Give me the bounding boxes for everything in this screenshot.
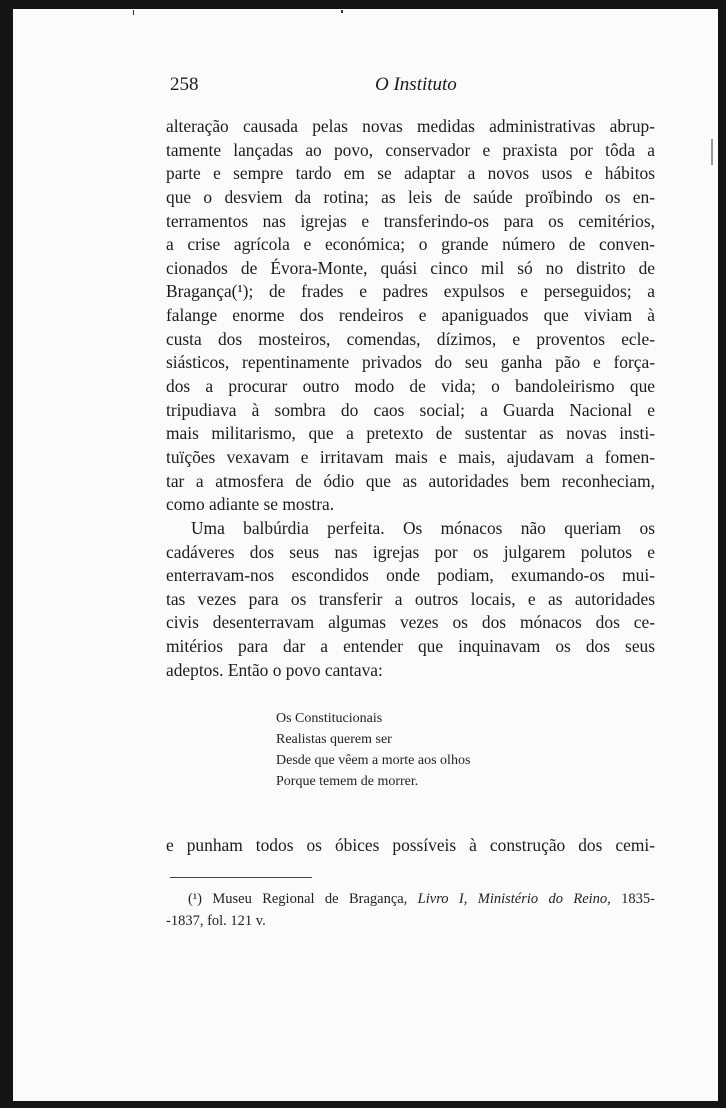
verse-line: Realistas querem ser bbox=[276, 732, 392, 747]
footnote-italic: Ministério do Reino, bbox=[477, 891, 611, 907]
page-number: 258 bbox=[170, 74, 199, 95]
scan-speck bbox=[341, 10, 343, 13]
book-page bbox=[13, 9, 718, 1101]
running-title: O Instituto bbox=[375, 74, 457, 95]
continuation-text bbox=[166, 834, 655, 858]
text-line: tripudiava à sombra do caos social; a Guarda Nacional e bbox=[166, 399, 655, 420]
text-segment: Bragança bbox=[166, 281, 232, 302]
text-segment: ; de frades e padres expulsos e perseguidos; a bbox=[248, 281, 655, 302]
scan-speck bbox=[133, 10, 134, 15]
footnote-text: Museu Regional de Bragança, bbox=[212, 891, 408, 907]
text-line: adeptos. Então o povo cantava: bbox=[166, 659, 383, 680]
verse-line: Os Constitucionais bbox=[276, 711, 383, 726]
text-line: falange enorme dos rendeiros e apaniguados que viviam à bbox=[166, 305, 655, 326]
text-line: parte e sempre tardo em se adaptar a novos usos e hábitos bbox=[166, 163, 655, 184]
footnote-marker: (¹) bbox=[188, 891, 203, 907]
text-line: cionados de Évora-Monte, quási cinco mil só no distrito de bbox=[166, 257, 655, 278]
text-line: civis desenterravam algumas vezes os dos mónacos dos ce- bbox=[166, 612, 655, 633]
footnote-line bbox=[166, 888, 655, 910]
text-line: siásticos, repentinamente privados do seu ganha pão e força- bbox=[166, 352, 655, 373]
text-line: enterravam-nos escondidos onde podiam, exumando-os mui- bbox=[166, 565, 655, 586]
footnote-ref: (¹) bbox=[231, 281, 249, 302]
footnote-divider bbox=[170, 877, 312, 878]
verse-line: Porque temem de morrer. bbox=[276, 774, 419, 789]
footnote-line: -1837, fol. 121 v. bbox=[166, 913, 266, 929]
text-line: que o desviem da rotina; as leis de saúde proïbindo os en- bbox=[166, 186, 655, 207]
text-line: alteração causada pelas novas medidas administrativas abrup- bbox=[166, 116, 655, 136]
verse-line: Desde que vêem a morte aos olhos bbox=[276, 753, 471, 768]
text-line: tas vezes para os transferir a outros locais, e as autoridades bbox=[166, 588, 655, 609]
body-text bbox=[166, 115, 655, 682]
text-line: como adiante se mostra. bbox=[166, 494, 335, 515]
running-head bbox=[170, 74, 663, 104]
text-line: e punham todos os óbices possíveis à construção dos cemi- bbox=[166, 835, 655, 855]
text-line-with-footnote-ref bbox=[166, 280, 655, 304]
footnote-text: 1835- bbox=[621, 891, 655, 907]
scan-edge-mark bbox=[711, 139, 713, 165]
footnote bbox=[166, 888, 655, 932]
text-line: mitérios para dar a entender que inquinavam os dos seus bbox=[166, 636, 655, 657]
verse-quote bbox=[276, 708, 470, 792]
text-line: Uma balbúrdia perfeita. Os mónacos não queriam os bbox=[191, 517, 655, 538]
text-line: cadáveres dos seus nas igrejas por os julgarem polutos e bbox=[166, 541, 655, 562]
text-line: dos a procurar outro modo de vida; o bandoleirismo que bbox=[166, 376, 655, 397]
text-line: a crise agrícola e económica; o grande número de conven- bbox=[166, 234, 655, 255]
text-line: custa dos mosteiros, comendas, dízimos, e proventos ecle- bbox=[166, 328, 655, 349]
text-line: tuïções vexavam e irritavam mais e mais, ajudavam a fomen- bbox=[166, 446, 655, 467]
text-line: mais militarismo, que a pretexto de sustentar as novas insti- bbox=[166, 423, 655, 444]
text-line: tar a atmosfera de ódio que as autoridades bem reconheciam, bbox=[166, 470, 655, 491]
text-line: terramentos nas igrejas e transferindo-os para os cemitérios, bbox=[166, 210, 655, 231]
text-line: tamente lançadas ao povo, conservador e praxista por tôda a bbox=[166, 139, 655, 160]
footnote-italic: Livro I, bbox=[417, 891, 468, 907]
